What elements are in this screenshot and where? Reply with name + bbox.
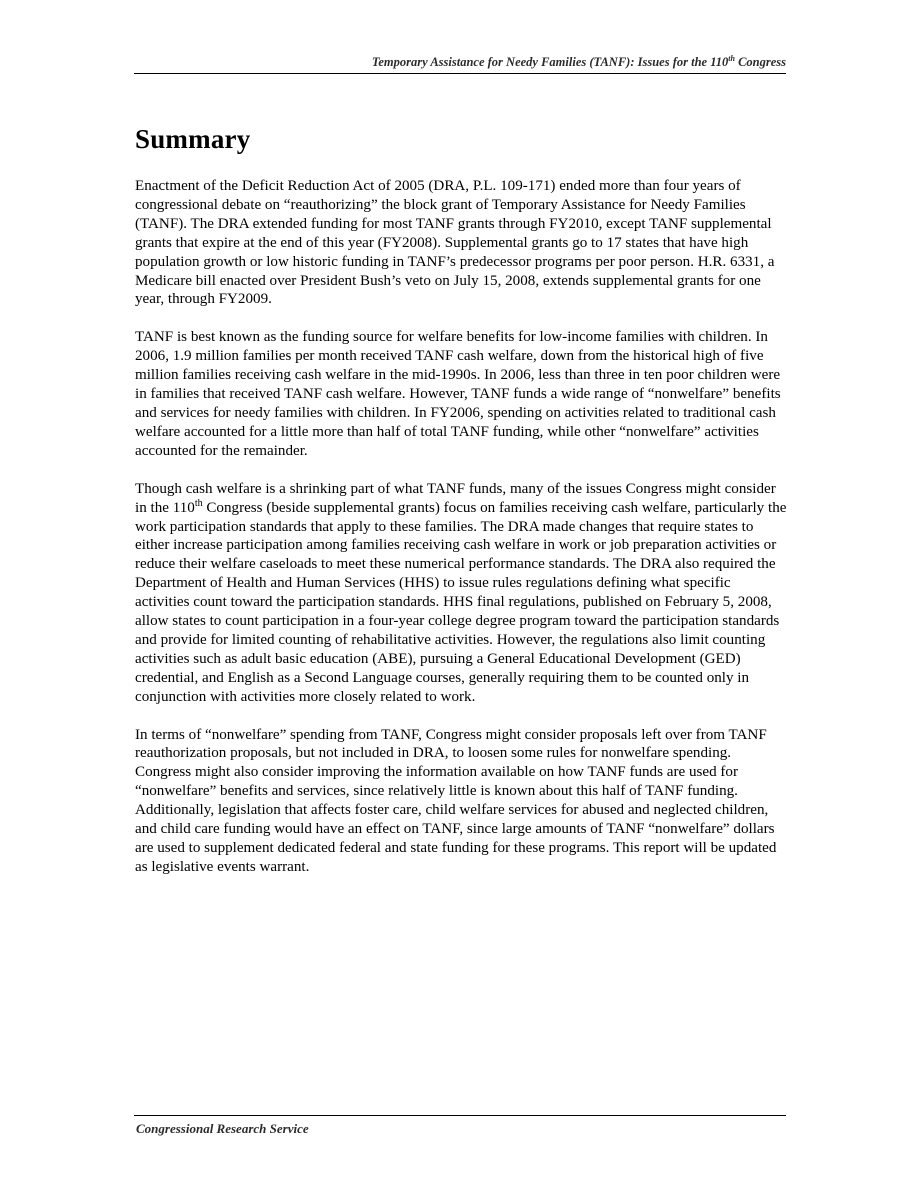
summary-body bbox=[135, 177, 787, 896]
footer-rule bbox=[134, 1115, 786, 1116]
paragraph-3-end: Congress (beside supplemental grants) focus on families receiving cash welfare, particularly the work participation standards that apply to these families. The DRA made changes that require states to either increase participation among families receiving cash welfare in work or job preparation activities or reduce their welfare caseloads to meet these numerical performance standards. The DRA also required the Department of Health and Human Services (HHS) to issue rules regulations defining what specific activities count toward the participation standards. HHS final regulations, published on February 5, 2008, allow states to count participation in a four-year college degree program toward the participation standards and provide for limited counting of rehabilitative activities. However, the regulations also limit counting activities such as adult basic education (ABE), pursuing a General Educational Development (GED) credential, and English as a Second Language courses, generally requiring them to be counted only in conjunction with activities more closely related to work. bbox=[135, 499, 787, 705]
paragraph-3-superscript: th bbox=[194, 497, 203, 509]
running-header-title: Temporary Assistance for Needy Families (TANF): Issues for the 110 bbox=[371, 55, 729, 69]
footer-text: Congressional Research Service bbox=[136, 1121, 309, 1136]
paragraph-1: Enactment of the Deficit Reduction Act of 2005 (DRA, P.L. 109-171) ended more than four years of congressional debate on “reauthorizing” the block grant of Temporary Assistance for Needy Families (TANF). The DRA extended funding for most TANF grants through FY2010, except TANF supplemental grants that expire at the end of this year (FY2008). Supplemental grants go to 17 states that have high population growth or low historic funding in TANF’s predecessor programs per poor person. H.R. 6331, a Medicare bill enacted over President Bush’s veto on July 15, 2008, extends supplemental grants for one year, through FY2009. bbox=[135, 178, 775, 308]
running-header-title-end: Congress bbox=[734, 55, 786, 69]
section-title: Summary bbox=[135, 124, 251, 154]
paragraph-3-start: Though cash welfare is a shrinking part of what TANF funds, many of the issues Congress might consider in the 110 bbox=[135, 480, 776, 516]
paragraph-4: In terms of “nonwelfare” spending from TANF, Congress might consider proposals left over from TANF reauthorization proposals, but not included in DRA, to loosen some rules for nonwelfare spending. Congress might also consider improving the information available on how TANF funds are used for “nonwelfare” benefits and services, since relatively little is known about this half of TANF funding. Additionally, legislation that affects foster care, child welfare services for abused and neglected children, and child care funding would have an effect on TANF, since large amounts of TANF “nonwelfare” dollars are used to supplement dedicated federal and state funding for these programs. This report will be updated as legislative events warrant. bbox=[135, 726, 777, 875]
paragraph-3 bbox=[135, 480, 787, 707]
running-header-superscript: th bbox=[728, 53, 735, 63]
paragraph-2: TANF is best known as the funding source for welfare benefits for low-income families with children. In 2006, 1.9 million families per month received TANF cash welfare, down from the historical high of five million families receiving cash welfare in the mid-1990s. In 2006, less than three in ten poor children were in families that received TANF cash welfare. However, TANF funds a wide range of “nonwelfare” benefits and services for needy families with children. In FY2006, spending on activities related to traditional cash welfare accounted for a little more than half of total TANF funding, while other “nonwelfare” activities accounted for the remainder. bbox=[135, 329, 781, 459]
running-header bbox=[134, 55, 786, 74]
